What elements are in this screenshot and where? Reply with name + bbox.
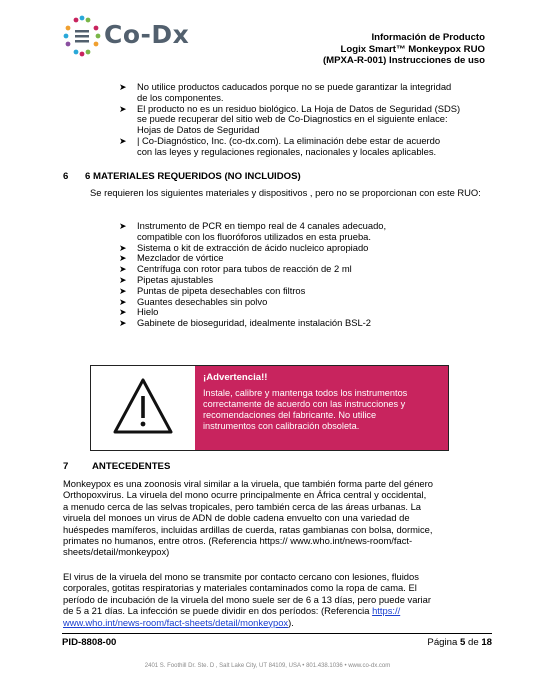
arrow-bullet-icon: ➤ — [119, 242, 127, 253]
header-line-1: Información de Producto — [371, 32, 485, 43]
list-item: ➤ Instrumento de PCR en tiempo real de 4 canales adecuado, compatible con los fluoróforos utilizados en esta prueba. — [119, 220, 387, 242]
list-item: ➤ Mezclador de vórtice — [119, 252, 224, 264]
list-item: ➤ Centrífuga con rotor para tubos de reacción de 2 ml — [119, 263, 352, 275]
section-6-intro: Se requieren los siguientes materiales y dispositivos , pero no se proporcionan con este RUO: — [90, 187, 481, 198]
footer-divider — [62, 633, 492, 634]
company-address: 2401 S. Foothill Dr. Ste. D , Salt Lake City, UT 84109, USA • 801.438.1036 • www.co-dx.com — [144, 663, 391, 669]
list-item: ➤ Gabinete de bioseguridad, idealmente instalación BSL-2 — [119, 317, 372, 329]
section-7-title: ANTECEDENTES — [92, 461, 171, 472]
arrow-bullet-icon: ➤ — [119, 264, 127, 275]
section-6-number: 6 — [63, 171, 69, 182]
list-item: ➤ | Co-Diagnóstico, Inc. (co-dx.com). La eliminación debe estar de acuerdo con las leyes y regulaciones regionales, nacionales y locales aplicables. — [119, 134, 441, 157]
arrow-bullet-icon: ➤ — [119, 285, 127, 296]
arrow-bullet-icon: ➤ — [119, 274, 127, 285]
warning-icon-panel — [91, 366, 195, 450]
arrow-bullet-icon: ➤ — [119, 135, 127, 146]
background-paragraph-1: Monkeypox es una zoonosis viral similar a la viruela, que también forma parte del género Orthopoxvirus. La viruela del mono ocurre principalmente en África central y occidental, a menudo cerca de las selvas tropicales, pero también cerca de las áreas urbanas. La viruela del monoes un virus de ADN de doble cadena envuelto con una variedad de huéspedes mamíferos, incluidas ardillas de cuerda, ratas gambianas con bolsa, dormice, primates no humanos, entre otros. (Referencia https:// www.who.int/news-room/fact- sheets/detail/monkeypox) — [63, 478, 433, 558]
list-item: ➤ Guantes desechables sin polvo — [119, 295, 268, 307]
document-id: PID-8808-00 — [62, 637, 117, 648]
warning-title: ¡Advertencia!! — [203, 372, 268, 383]
arrow-bullet-icon: ➤ — [119, 82, 127, 92]
arrow-bullet-icon: ➤ — [119, 253, 127, 264]
logo-text: Co-Dx — [104, 20, 190, 49]
reference-link-continued[interactable]: www.who.int/news-room/fact-sheets/detail/monkeypox — [63, 616, 289, 628]
section-7-number: 7 — [63, 461, 69, 472]
warning-triangle-icon — [91, 366, 195, 450]
arrow-bullet-icon: ➤ — [119, 221, 127, 231]
warning-message-panel — [195, 366, 448, 450]
list-item: ➤ No utilice productos caducados porque no se puede garantizar la integridad de los componentes. — [119, 81, 452, 103]
arrow-bullet-icon: ➤ — [119, 296, 127, 307]
arrow-bullet-icon: ➤ — [119, 318, 127, 329]
list-item: ➤ Sistema o kit de extracción de ácido nucleico apropiado — [119, 241, 369, 253]
section-6-title: 6 MATERIALES REQUERIDOS (NO INCLUIDOS) — [85, 171, 301, 182]
warning-text: Instale, calibre y mantenga todos los instrumentos correctamente de acuerdo con las instrucciones y recomendaciones del fabricante. No utilice instrumentos con calibración obsoleta. — [203, 388, 408, 431]
background-paragraph-2: El virus de la viruela del mono se transmite por contacto cercano con lesiones, fluidos corporales, gotitas respiratorias y materiales contaminados como la ropa de cama. El período de incubación de la viruela del mono suele ser de 6 a 13 días, pero puede variar de 5 a 21 días. La infección se puede dividir en dos períodos: (Referencia https:// www.who.int/news-room/fact-sheets/detail/monkeypox). — [63, 571, 431, 628]
arrow-bullet-icon: ➤ — [119, 307, 127, 318]
list-item: ➤ Hielo — [119, 306, 159, 318]
materials-list — [119, 221, 439, 329]
page-number: Página 5 de 18 — [427, 637, 492, 648]
arrow-bullet-icon: ➤ — [119, 103, 127, 114]
top-bullet-list — [119, 82, 479, 158]
list-item: ➤ Puntas de pipeta desechables con filtros — [119, 284, 306, 296]
list-item: ➤ Pipetas ajustables — [119, 273, 214, 285]
header-line-2: Logix Smart™ Monkeypox RUO — [340, 43, 485, 55]
list-item: ➤ El producto no es un residuo biológico. La Hoja de Datos de Seguridad (SDS) se puede recuperar del sitio web de Co-Diagnostics en el siguiente enlace: Hojas de Datos de Seguridad — [119, 102, 461, 136]
reference-link[interactable]: https:// — [372, 605, 401, 617]
header-line-3: (MPXA-R-001) Instrucciones de uso — [322, 55, 485, 66]
document-header — [323, 32, 485, 67]
warning-box — [90, 365, 449, 451]
